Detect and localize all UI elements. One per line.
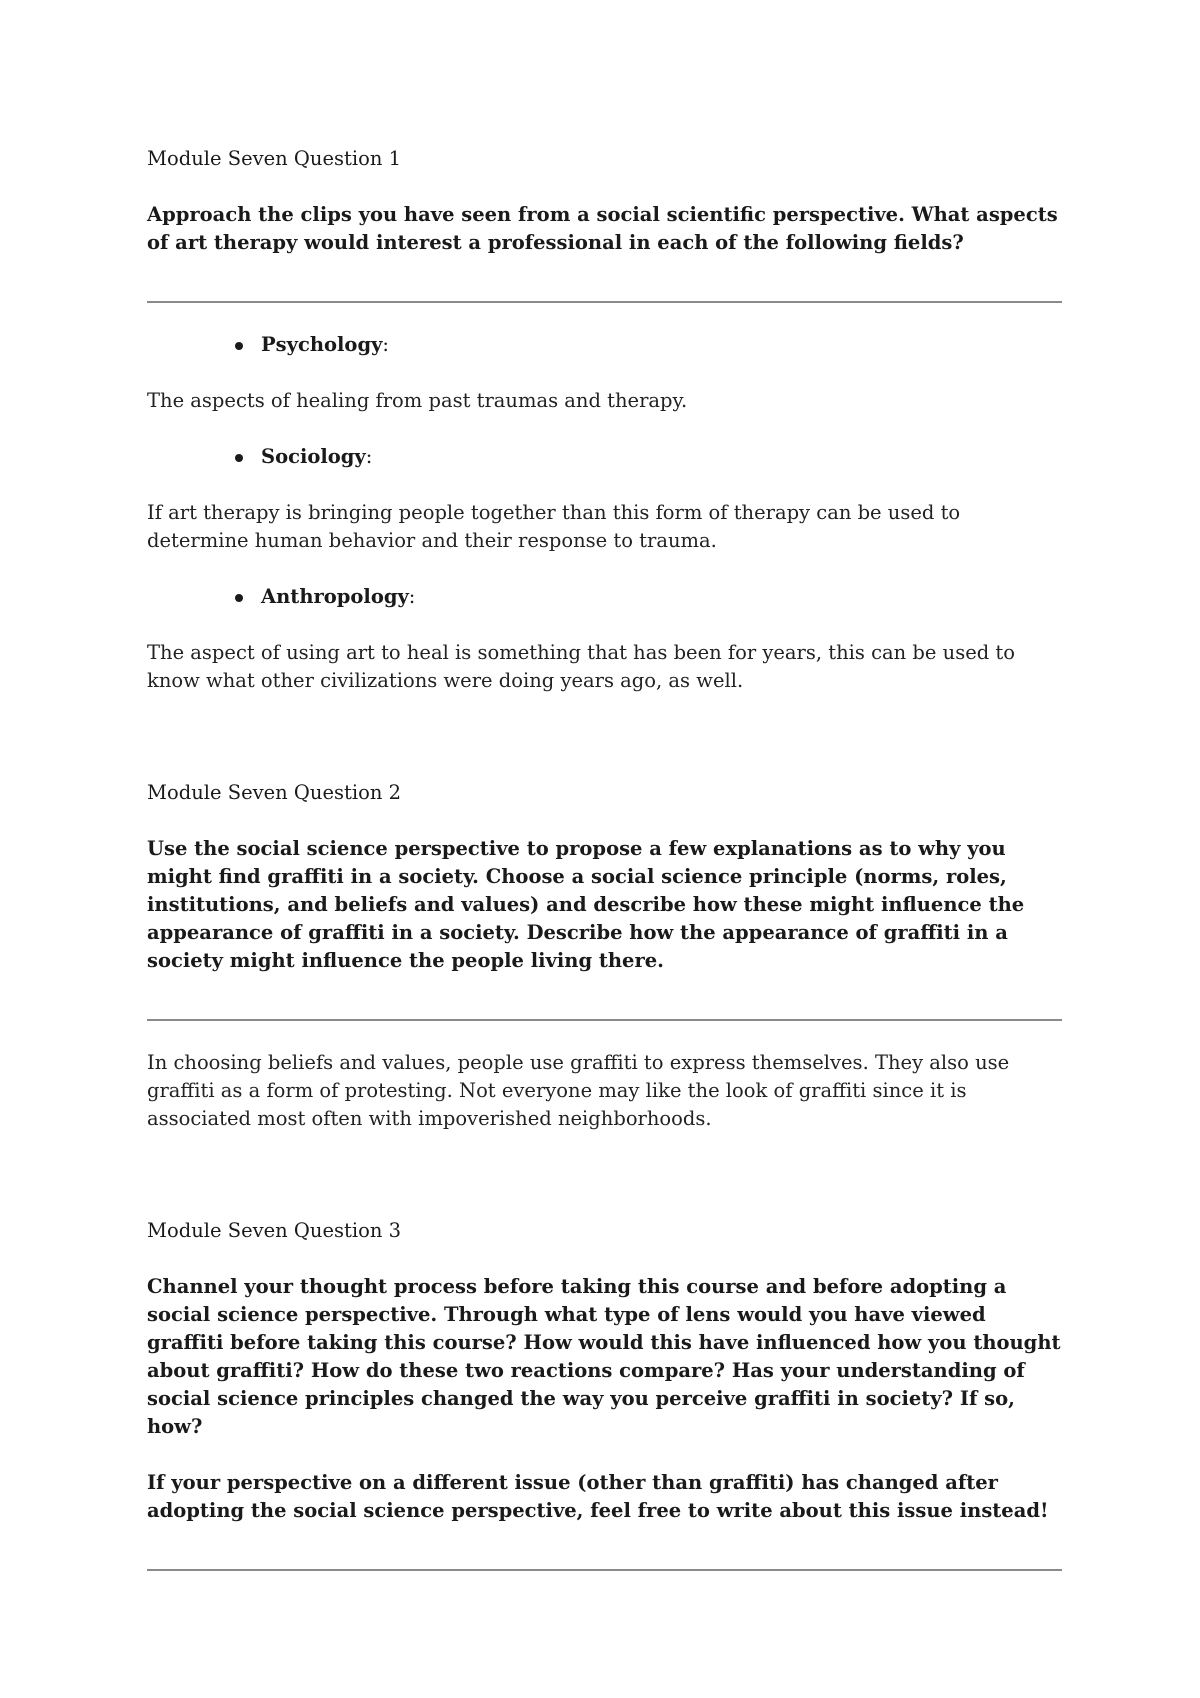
list-item bbox=[261, 443, 1062, 471]
field-colon: : bbox=[365, 445, 373, 468]
q3-heading: Module Seven Question 3 bbox=[147, 1219, 402, 1242]
field-list bbox=[147, 443, 1062, 471]
bullet-icon bbox=[235, 454, 243, 462]
q3-prompt: Channel your thought process before taking this course and before adopting a social science perspective. Through what type of lens would you have viewed graffiti before taking this course? How would this have influenced how you thought about graffiti? How do these two reactions compare? Has your understanding of social science principles changed the way you perceive graffiti in society? If so, how? bbox=[147, 1275, 1061, 1438]
q3-prompt-followup: If your perspective on a different issue (other than graffiti) has changed after adopting the social science perspective, feel free to write about this issue instead! bbox=[147, 1471, 1049, 1522]
field-list bbox=[147, 583, 1062, 611]
field-colon: : bbox=[382, 333, 389, 356]
q1-answer-anthropology: The aspect of using art to heal is something that has been for years, this can be used to know what other civilizations were doing years ago, as well. bbox=[147, 641, 1015, 692]
field-colon: : bbox=[408, 585, 416, 608]
field-term: Sociology bbox=[261, 445, 366, 468]
q1-answer-psychology: The aspects of healing from past traumas and therapy. bbox=[147, 389, 688, 412]
q1-heading: Module Seven Question 1 bbox=[147, 147, 402, 170]
q1-prompt: Approach the clips you have seen from a social scientific perspective. What aspects of art therapy would interest a professional in each of the following fields? bbox=[147, 203, 1058, 254]
document-body bbox=[147, 145, 1062, 1571]
field-term: Psychology bbox=[261, 333, 383, 356]
field-list bbox=[147, 331, 1062, 359]
q1-answer-sociology: If art therapy is bringing people together than this form of therapy can be used to determine human behavior and their response to trauma. bbox=[147, 501, 961, 552]
q2-answer: In choosing beliefs and values, people use graffiti to express themselves. They also use graffiti as a form of protesting. Not everyone may like the look of graffiti since it is associated most often with impoverished neighborhoods. bbox=[147, 1051, 1010, 1130]
answer-divider bbox=[147, 1569, 1062, 1571]
list-item bbox=[261, 583, 1062, 611]
field-term: Anthropology bbox=[261, 585, 409, 608]
bullet-icon bbox=[235, 594, 243, 602]
list-item bbox=[261, 331, 1062, 359]
q2-heading: Module Seven Question 2 bbox=[147, 781, 402, 804]
q2-prompt: Use the social science perspective to propose a few explanations as to why you might find graffiti in a society. Choose a social science principle (norms, roles, institutions, and beliefs and values) and describe how these might influence the appearance of graffiti in a society. Describe how the appearance of graffiti in a society might influence the people living there. bbox=[147, 837, 1025, 972]
bullet-icon bbox=[235, 342, 243, 350]
